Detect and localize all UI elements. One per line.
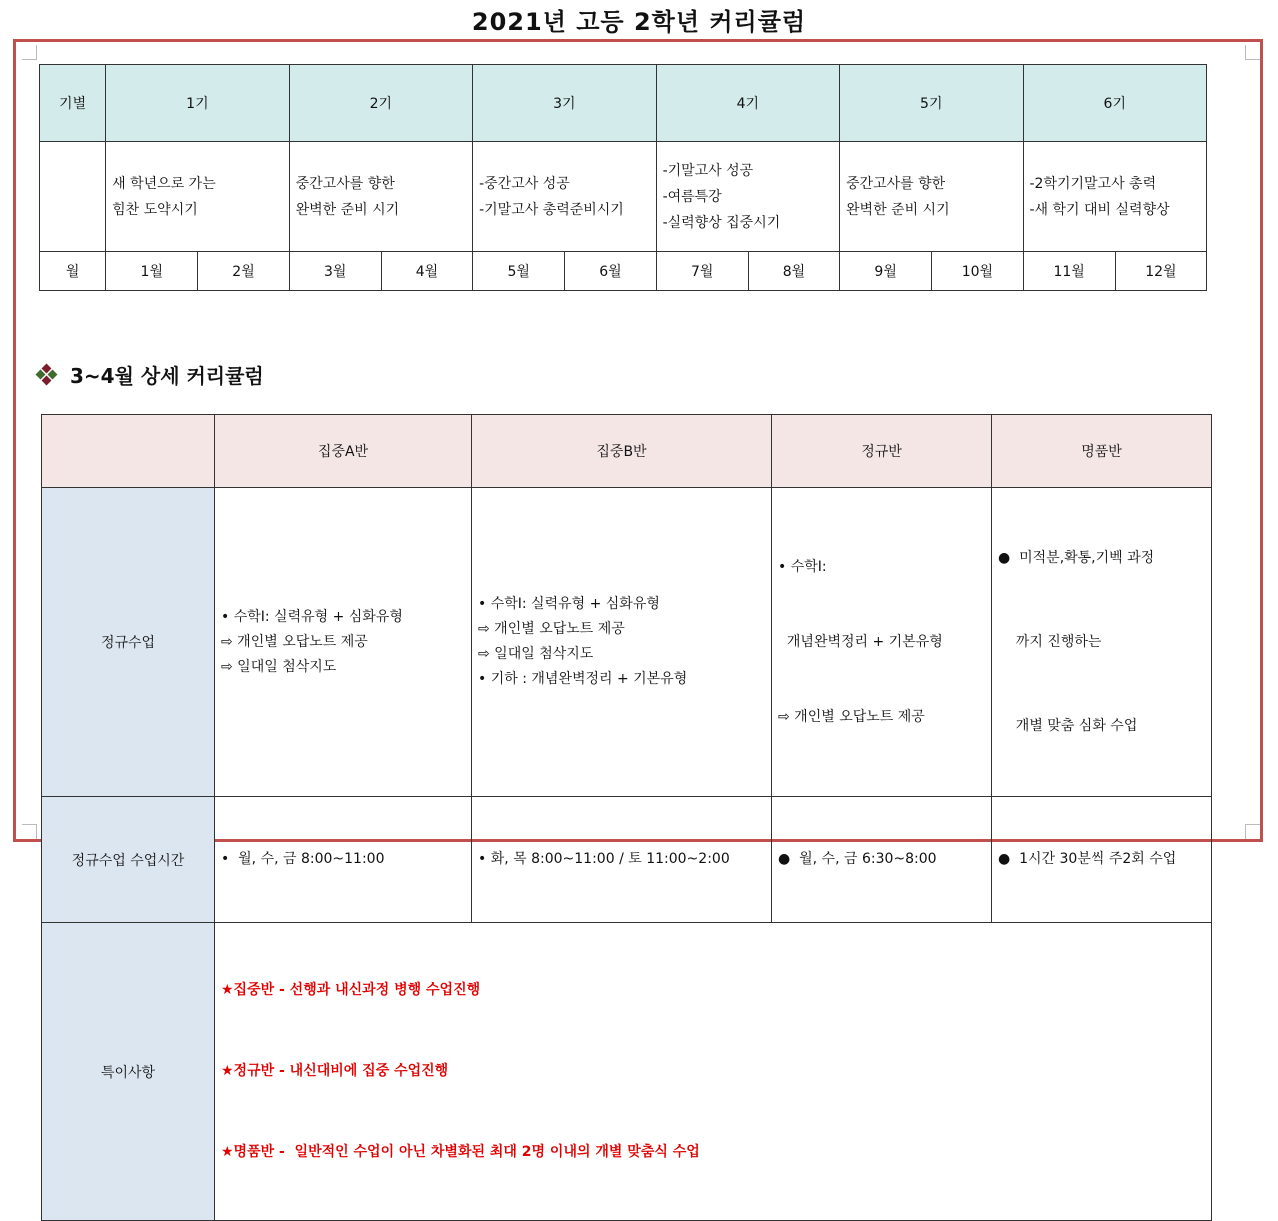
schedule-months-row (40, 252, 1207, 291)
month-label: 월 (40, 252, 106, 291)
description-line: 중간고사를 향한 (846, 175, 946, 192)
month-cell: 12월 (1115, 252, 1206, 291)
content-cell (472, 797, 772, 923)
month-cell: 3월 (289, 252, 381, 291)
month-cell: 8월 (748, 252, 839, 291)
description-line: 완벽한 준비 시기 (846, 201, 950, 218)
month-cell: 4월 (381, 252, 472, 291)
content-cell (992, 797, 1212, 923)
content-cell (215, 797, 472, 923)
content-line: ⇨ 개인별 오답노트 제공 (221, 633, 368, 650)
schedule-header-row (40, 65, 1207, 142)
class-header: 집중A반 (215, 415, 472, 488)
row-label: 정규수업 수업시간 (42, 797, 215, 923)
content-line: • 수학Ⅰ: 실력유형 + 심화유형 (478, 596, 660, 612)
period-5-description (840, 142, 1023, 252)
corner-mark-top-left (22, 45, 37, 60)
content-line: ⇨ 개인별 오답노트 제공 (778, 708, 925, 725)
content-line: • 화, 목 8:00~11:00 / 토 11:00~2:00 (478, 851, 730, 867)
description-line: -기말고사 성공 (662, 162, 754, 179)
content-line: 까지 진행하는 (998, 634, 1102, 650)
description-line: 중간고사를 향한 (295, 175, 395, 192)
content-cell (992, 488, 1212, 797)
content-line: ⇨ 개인별 오답노트 제공 (478, 621, 625, 637)
description-line: -새 학기 대비 실력향상 (1029, 201, 1170, 218)
content-line: • 수학Ⅰ: (778, 558, 827, 575)
class-time-row (42, 797, 1212, 923)
period-6-description (1023, 142, 1207, 252)
period-6: 6기 (1023, 65, 1207, 142)
regular-class-row (42, 488, 1212, 797)
schedule-table (39, 64, 1207, 291)
month-cell: 6월 (565, 252, 656, 291)
description-line: -여름특강 (662, 188, 722, 205)
notes-row (42, 923, 1212, 1221)
content-cell (215, 488, 472, 797)
row-label: 특이사항 (42, 923, 215, 1221)
description-line: 새 학년으로 가는 (112, 175, 216, 192)
month-cell: 2월 (198, 252, 289, 291)
content-cell (772, 488, 992, 797)
month-cell: 7월 (656, 252, 748, 291)
content-line: ● 월, 수, 금 6:30~8:00 (778, 851, 937, 867)
note-line: ★정규반 - 내신대비에 집중 수업진행 (221, 1063, 449, 1079)
period-4: 4기 (656, 65, 839, 142)
description-line: -기말고사 총력준비시기 (479, 201, 624, 218)
notes-cell (215, 923, 1212, 1221)
content-line: • 월, 수, 금 8:00~11:00 (221, 851, 385, 867)
month-cell: 1월 (106, 252, 198, 291)
content-line: • 기하 : 개념완벽정리 + 기본유형 (478, 671, 688, 687)
content-line: ⇨ 일대일 첨삭지도 (478, 646, 594, 662)
month-cell: 5월 (473, 252, 565, 291)
content-line: ● 미적분,확통,기벡 과정 (998, 550, 1155, 566)
schedule-description-row (40, 142, 1207, 252)
period-3: 3기 (473, 65, 656, 142)
class-header: 명품반 (992, 415, 1212, 488)
description-line: -실력향상 집중시기 (662, 214, 781, 231)
description-line: 힘찬 도약시기 (112, 201, 198, 218)
corner-mark-bottom-left (22, 824, 37, 839)
period-2: 2기 (289, 65, 472, 142)
period-3-description (473, 142, 656, 252)
description-line: 완벽한 준비 시기 (295, 201, 400, 218)
description-line: -중간고사 성공 (479, 175, 570, 192)
period-5: 5기 (840, 65, 1023, 142)
corner-mark-bottom-right (1245, 824, 1260, 839)
detail-header-row (42, 415, 1212, 488)
diamond-bullet-icon (36, 364, 58, 386)
period-label: 기별 (40, 65, 106, 142)
section-heading (36, 360, 264, 389)
month-cell: 11월 (1023, 252, 1115, 291)
month-cell: 10월 (932, 252, 1023, 291)
class-header: 정규반 (772, 415, 992, 488)
content-line: ● 1시간 30분씩 주2회 수업 (998, 851, 1177, 867)
description-line: -2학기기말고사 총력 (1029, 175, 1157, 192)
content-cell (472, 488, 772, 797)
row-label: 정규수업 (42, 488, 215, 797)
period-2-description (289, 142, 472, 252)
section-title: 3~4월 상세 커리큘럼 (70, 364, 264, 388)
period-4-description (656, 142, 839, 252)
description-empty-cell (40, 142, 106, 252)
content-line: 개별 맞춤 심화 수업 (998, 718, 1138, 734)
content-line: 개념완벽정리 + 기본유형 (778, 633, 943, 650)
note-line: ★명품반 - 일반적인 수업이 아닌 차별화된 최대 2명 이내의 개별 맞춤식 수업 (221, 1144, 700, 1160)
corner-mark-top-right (1245, 45, 1260, 60)
header-empty-cell (42, 415, 215, 488)
content-line: ⇨ 일대일 첨삭지도 (221, 658, 337, 675)
content-line: • 수학Ⅰ: 실력유형 + 심화유형 (221, 608, 403, 625)
month-cell: 9월 (840, 252, 932, 291)
period-1: 1기 (106, 65, 289, 142)
page-title: 2021년 고등 2학년 커리큘럼 (471, 8, 807, 36)
class-header: 집중B반 (472, 415, 772, 488)
period-1-description (106, 142, 289, 252)
note-line: ★집중반 - 선행과 내신과정 병행 수업진행 (221, 982, 481, 998)
detail-curriculum-table (41, 414, 1212, 1221)
content-cell (772, 797, 992, 923)
